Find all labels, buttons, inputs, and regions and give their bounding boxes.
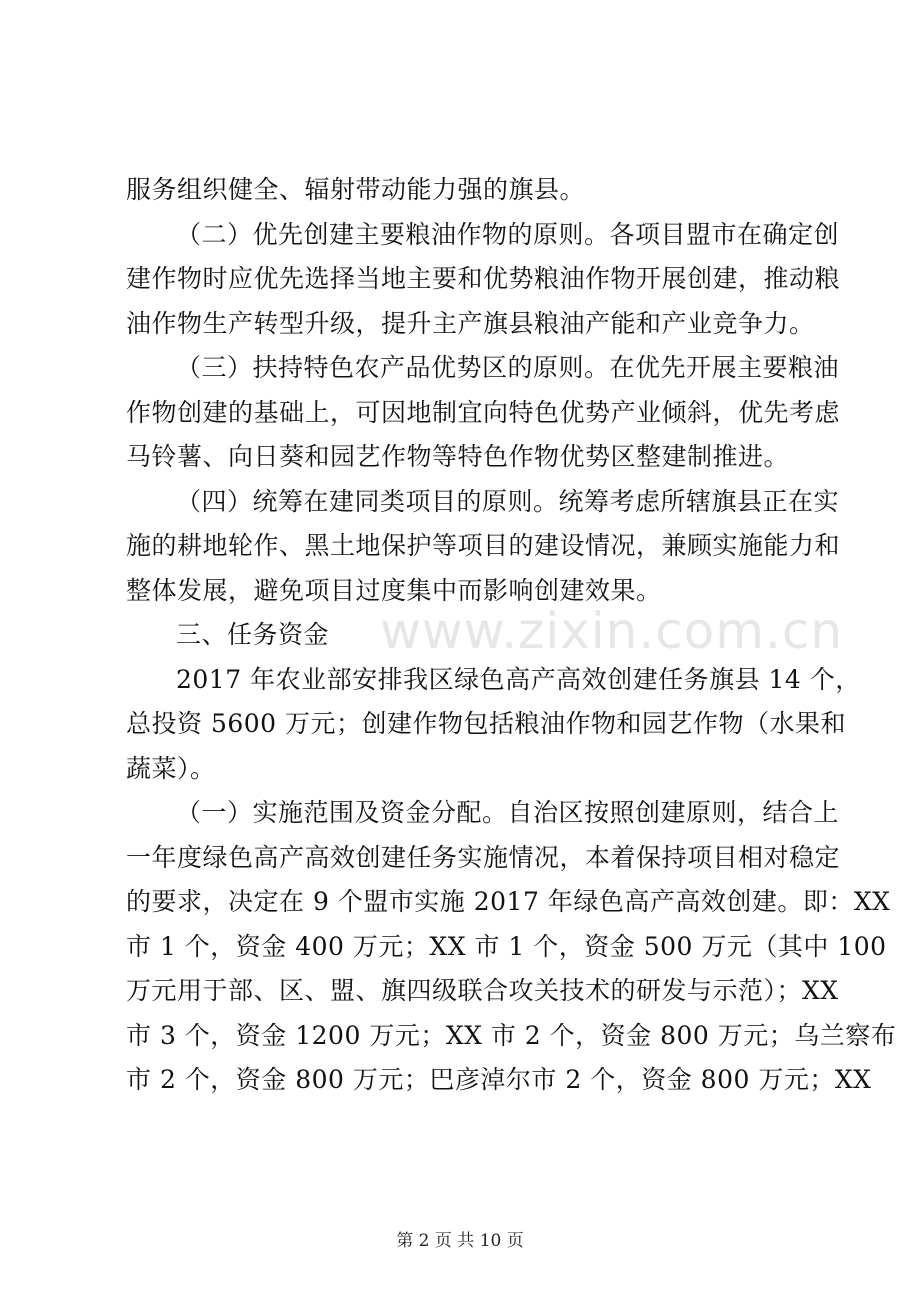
paragraph (126, 213, 841, 347)
text-line: 服务组织健全、辐射带动能力强的旗县。 (126, 175, 586, 204)
text-line: （二）优先创建主要粮油作物的原则。各项目盟市在确定创 (176, 219, 840, 249)
text-line: 建作物时应优先选择当地主要和优势粮油作物开展创建，推动粮 (126, 264, 841, 293)
text-line: 作物创建的基础上，可因地制宜向特色优势产业倾斜，优先考虑 (126, 397, 841, 427)
paragraph (126, 480, 841, 614)
paragraph (126, 791, 897, 1103)
watermark: www.zixin.com.cn (380, 602, 844, 660)
text-line: 2017 年农业部安排我区绿色高产高效创建任务旗县 14 个， (176, 664, 861, 694)
paragraph (126, 658, 861, 792)
text-line: （三）扶持特色农产品优势区的原则。在优先开展主要粮油 (176, 353, 840, 382)
text-line: 马铃薯、向日葵和园艺作物等特色作物优势区整建制推进。 (126, 442, 790, 471)
text-line: 油作物生产转型升级，提升主产旗县粮油产能和产业竞争力。 (126, 308, 815, 338)
text-line: （一）实施范围及资金分配。自治区按照创建原则，结合上 (176, 798, 840, 827)
text-line: 三、任务资金 (176, 620, 330, 649)
body-text (126, 168, 897, 1103)
text-line: 市 3 个，资金 1200 万元；XX 市 2 个，资金 800 万元；乌兰察布 (126, 1020, 897, 1050)
text-line: 施的耕地轮作、黑土地保护等项目的建设情况，兼顾实施能力和 (126, 531, 841, 560)
text-line: 一年度绿色高产高效创建任务实施情况，本着保持项目相对稳定 (126, 842, 841, 872)
paragraph (126, 346, 841, 480)
paragraph (126, 613, 804, 658)
text-line: 市 2 个，资金 800 万元；巴彦淖尔市 2 个，资金 800 万元；XX (126, 1065, 872, 1094)
paragraph (126, 168, 804, 213)
text-line: 总投资 5600 万元；创建作物包括粮油作物和园艺作物（水果和 (126, 709, 847, 738)
text-line: 市 1 个，资金 400 万元；XX 市 1 个，资金 500 万元（其中 100 (126, 931, 887, 961)
text-line: 整体发展，避免项目过度集中而影响创建效果。 (126, 575, 662, 605)
text-line: 的要求，决定在 9 个盟市实施 2017 年绿色高产高效创建。即：XX (126, 887, 891, 916)
text-line: （四）统筹在建同类项目的原则。统筹考虑所辖旗县正在实 (176, 486, 840, 516)
page-footer: 第 2 页 共 10 页 (396, 1231, 524, 1251)
text-line: 万元用于部、区、盟、旗四级联合攻关技术的研发与示范）；XX (126, 976, 839, 1005)
text-line: 蔬菜）。 (126, 753, 216, 783)
